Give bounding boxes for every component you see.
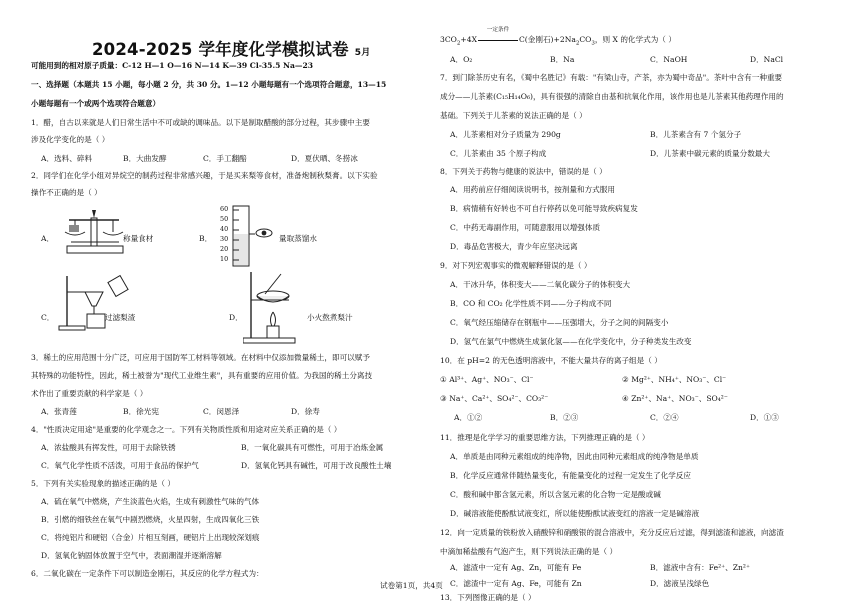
q3-stem-cont: 其特殊的功能特性，因此，稀土被誉为"现代工业维生素"，具有重要的应用价值。为我国的稀土分离技: [31, 371, 373, 380]
q6-option-a: A．O₂: [450, 55, 473, 64]
q6-option-c: C．NaOH: [650, 55, 688, 64]
eq-arrow: [477, 27, 519, 47]
q6-option-d: D．NaCl: [750, 55, 784, 64]
q11-option-a: A．单质是由同种元素组成的纯净物，因此由同种元素组成的纯净物是单质: [450, 452, 699, 461]
atomic-masses: 可能用到的相对原子质量：C-12 H—1 O—16 N—14 K—39 Cl-35.5 Na—23: [31, 61, 314, 70]
q1-stem: 1．醋，自古以来就是人们日常生活中不可或缺的调味品。以下是制取醋酸的部分过程，其步骤中主要: [31, 118, 370, 127]
q10-option-b: B．②③: [550, 413, 579, 422]
q12-option-b: B．滤液中含有：Fe²⁺、Zn²⁺: [650, 563, 750, 572]
section-heading: 一、选择题（本题共 15 小题，每小题 2 分，共 30 分。1—12 小题每题有一个选项符合题意，13—15: [31, 80, 387, 89]
page-footer: 试卷第1页，共4页: [380, 581, 443, 590]
q10-stem: 10．在 pH=2 的无色透明溶液中，不能大量共存的离子组是（ ）: [440, 356, 662, 365]
q9-option-d: D．氢气在氯气中燃烧生成氯化氢——在化学变化中，分子种类发生改变: [450, 337, 692, 346]
q4-option-a: A．浓盐酸具有挥发性，可用于去除铁锈: [41, 443, 176, 452]
exam-title: 2024-2025 学年度化学模拟试卷 5月: [92, 40, 371, 59]
cylinder-tick: 10: [220, 255, 229, 263]
cylinder-tick: 20: [220, 245, 229, 253]
q7-option-a: A．儿茶素相对分子质量为 290g: [450, 130, 561, 139]
q3-option-d: D．徐寿: [291, 407, 320, 416]
q10-option-d: D．①③: [750, 413, 779, 422]
q1-stem-cont: 涉及化学变化的是（ ）: [31, 135, 110, 144]
q12-option-d: D．滤液呈浅绿色: [650, 579, 710, 588]
eq-sub: 2: [456, 40, 461, 47]
q6-equation: [440, 27, 676, 52]
q12-stem: 12．向一定质量的铁粉放入硝酸锌和硝酸银的混合溶液中，充分反应后过滤，得到滤渣和滤液，向滤渣: [440, 528, 784, 537]
cylinder-tick: 60: [220, 205, 229, 213]
eq-part: CO: [579, 35, 592, 44]
eq-part: 3CO: [440, 35, 457, 44]
q2-fig-d-label: 小火熬煮梨汁: [307, 313, 353, 322]
q11-stem: 11．推理是化学学习的重要思维方法，下列推理正确的是（ ）: [440, 433, 650, 442]
q2-fig-a-letter: A．: [41, 234, 55, 243]
eq-part: C(金刚石)+2Na: [518, 35, 576, 44]
q12-option-a: A．滤渣中一定有 Ag、Zn，可能有 Fe: [450, 563, 582, 572]
q11-option-b: B．化学反应通常伴随热量变化，有能量变化的过程一定发生了化学反应: [450, 471, 691, 480]
eq-sub: 2: [575, 40, 580, 47]
q9-option-a: A．干冰升华，体积变大——二氧化碳分子的体积变大: [450, 280, 631, 289]
q4-option-d: D．氢氧化钙具有碱性，可用于改良酸性土壤: [241, 461, 392, 470]
eye-icon: [255, 226, 273, 240]
q7-option-b: B．儿茶素含有 7 个氢分子: [650, 130, 742, 139]
cylinder-tick: 50: [220, 215, 229, 223]
q2-fig-b-label: 量取蒸馏水: [279, 234, 317, 243]
section-heading-cont: 小题每题有一个或两个选项符合题意）: [31, 99, 161, 108]
q6-stem: 6．二氧化碳在一定条件下可以制造金刚石，其反应的化学方程式为：: [31, 569, 264, 578]
q2-fig-c-label: 过滤梨渣: [105, 313, 136, 322]
q11-option-c: C．酸和碱中都含氢元素，所以含氢元素的化合物一定是酸或碱: [450, 490, 661, 499]
q3-option-b: B．徐光宪: [123, 407, 159, 416]
q10-option-c: C．②④: [650, 413, 679, 422]
q2-stem: 2．同学们在化学小组对异烷空的制药过程非常感兴趣，于是买来梨等食材，准备炮制秋梨膏。以下实验: [31, 171, 378, 180]
eq-part: +4X: [460, 35, 477, 44]
exam-month: 5月: [354, 48, 371, 58]
q7-stem-cont2: 基础。下列关于儿茶素的说法正确的是（ ）: [440, 111, 587, 120]
q9-option-c: C．氧气经压缩储存在钢瓶中——压强增大，分子之间的间隔变小: [450, 318, 669, 327]
q2-fig-d-letter: D．: [229, 313, 243, 322]
q10-option-a: A．①②: [454, 413, 483, 422]
q2-fig-a-label: 称量食材: [123, 234, 154, 243]
q8-stem: 8．下列关于药物与健康的说法中，错误的是（ ）: [440, 167, 607, 176]
q4-stem: 4．"性质决定用途"是重要的化学观念之一。下列有关物质性质和用途对应关系正确的是（ ）: [31, 425, 342, 434]
eq-sub: 3: [591, 40, 595, 47]
q11-option-d: D．碱溶液能使酚酞试液变红，所以能使酚酞试液变红的溶液一定是碱溶液: [450, 509, 700, 518]
q7-stem: 7．到门除茶历史有名，《蜀中名胜记》有载："有梁山寺，产茶，亦为蜀中奇品"。茶叶中含有一种重要: [440, 73, 783, 82]
q5-option-d: D．氢氧化钠固体放置于空气中，表面潮湿并逐渐溶解: [41, 551, 222, 560]
eq-condition: 一定条件: [486, 27, 510, 33]
q8-option-a: A．用药前应仔细阅读说明书，按剂量和方式服用: [450, 185, 615, 194]
q2-fig-b-letter: B．: [199, 234, 213, 243]
q8-option-d: D．毒品危害极大，青少年应坚决远离: [450, 242, 578, 251]
q10-ions-1: ① Al³⁺、Ag⁺、NO₃⁻、Cl⁻: [440, 375, 534, 384]
q6-option-b: B．Na: [550, 55, 575, 64]
q12-stem-cont: 中滴加稀盐酸有气泡产生，则下列说法正确的是（ ）: [440, 547, 618, 556]
q3-option-a: A．张青莲: [41, 407, 77, 416]
q7-option-c: C．儿茶素由 35 个原子构成: [450, 149, 547, 158]
balance-figure: [59, 204, 131, 256]
q9-stem: 9．对下列宏观事实的微观解释错误的是（ ）: [440, 261, 592, 270]
q5-option-c: C．将纯铝片和硬铝（合金）片相互刻画，硬铝片上出现较深划痕: [41, 533, 260, 542]
cylinder-ticks: [220, 204, 228, 264]
q10-ions-4: ④ Zn²⁺、Na⁺、NO₃⁻、SO₄²⁻: [622, 394, 728, 403]
cylinder-tick: 40: [220, 225, 229, 233]
q4-option-c: C．氧气化学性质不活泼，可用于食品的保护气: [41, 461, 199, 470]
q3-option-c: C．闵恩泽: [203, 407, 240, 416]
q13-stem: 13．下列图像正确的是（ ）: [440, 593, 536, 602]
q7-option-d: D．儿茶素中碳元素的质量分数最大: [650, 149, 770, 158]
eq-part: ，则 X 的化学式为（ ）: [594, 35, 676, 44]
q9-option-b: B．CO 和 CO₂ 化学性质不同——分子构成不同: [450, 299, 612, 308]
q12-option-c: C．滤渣中一定有 Ag、Fe，可能有 Zn: [450, 579, 582, 588]
q5-option-a: A．硫在氧气中燃烧，产生淡蓝色火焰，生成有刺激性气味的气体: [41, 497, 260, 506]
q3-stem: 3．稀土的应用范围十分广泛，可应用于国防军工材料等领域。在材料中仅添加微量稀土，即可以赋予: [31, 353, 370, 362]
q8-option-c: C．中药无毒副作用，可随意服用以增强体质: [450, 223, 601, 232]
q4-option-b: B．一氧化碳具有可燃性，可用于冶炼金属: [241, 443, 384, 452]
q7-stem-cont: 成分——儿茶素(C₁₅H₁₄O₆)，具有很强的清除自由基和抗氧化作用，该作用也是儿茶素其他药理作用的: [440, 92, 784, 101]
q1-option-a: A．选料、碎料: [41, 154, 93, 163]
q5-stem: 5．下列有关实验现象的描述正确的是（ ）: [31, 479, 175, 488]
q8-option-b: B．病情稍有好转也不可自行停药以免可能导致疾病复发: [450, 204, 638, 213]
q2-stem-cont: 操作不正确的是（ ）: [31, 188, 102, 197]
q5-option-b: B．引燃的细铁丝在氧气中剧烈燃烧，火星四射，生成四氧化三铁: [41, 515, 260, 524]
q1-option-b: B．大曲发酵: [123, 154, 167, 163]
q1-option-d: D．夏伏晒、冬捞冰: [291, 154, 358, 163]
q1-option-c: C．手工翻醅: [203, 154, 247, 163]
cylinder-tick: 30: [220, 235, 229, 243]
q10-ions-3: ③ Na⁺、Ca²⁺、SO₄²⁻、CO₃²⁻: [440, 394, 549, 403]
q2-fig-c-letter: C．: [41, 313, 55, 322]
heating-figure: [243, 270, 303, 346]
q10-ions-2: ② Mg²⁺、NH₄⁺、NO₃⁻、Cl⁻: [622, 375, 727, 384]
q3-stem-cont2: 术作出了重要贡献的科学家是（ ）: [31, 389, 148, 398]
